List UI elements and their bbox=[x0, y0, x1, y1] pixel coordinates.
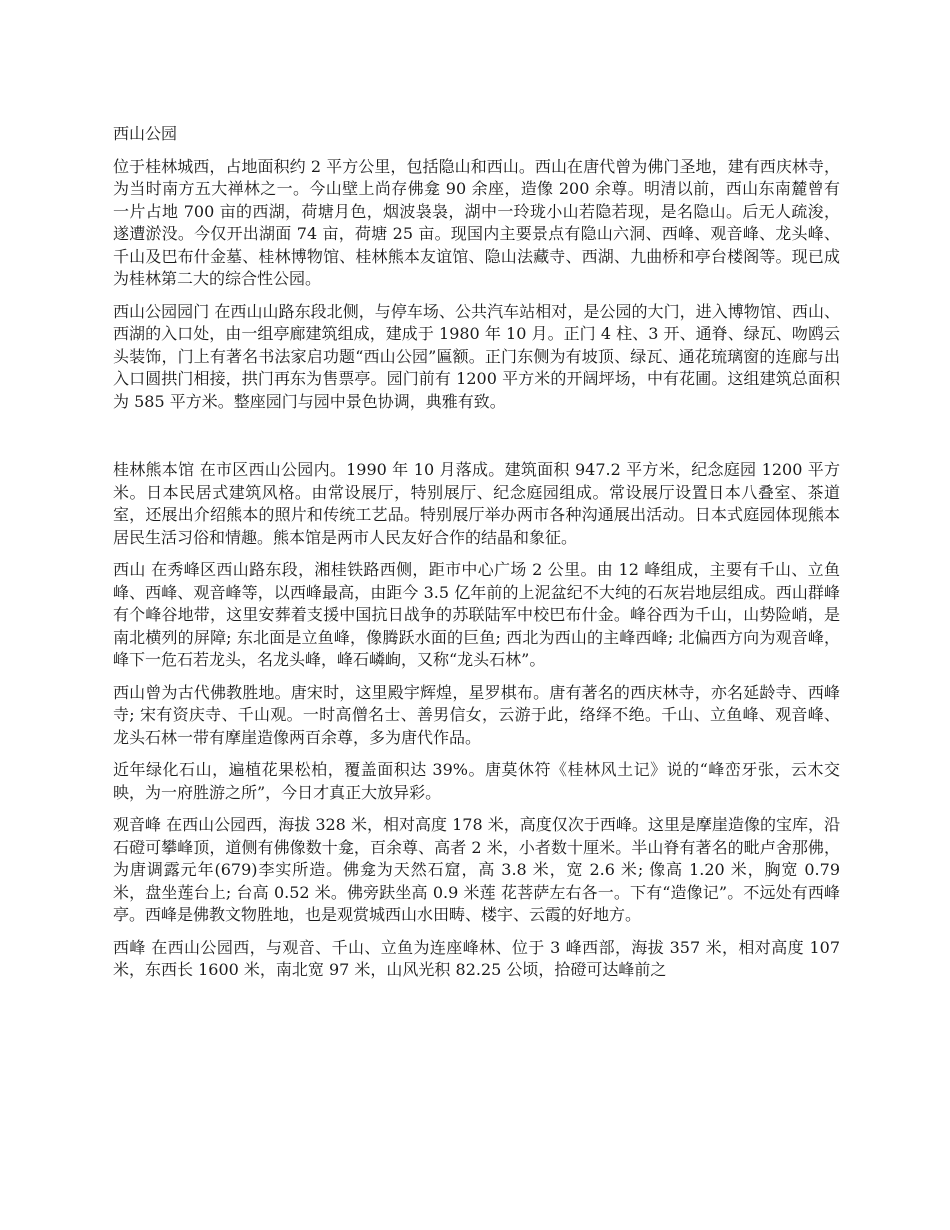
paragraph-xishan: 西山 在秀峰区西山路东段，湘桂铁路西侧，距市中心广场 2 公里。由 12 峰组成，主要有千山、立鱼峰、西峰、观音峰等，以西峰最高，由距今 3.5 亿年前的上泥盆纪不大纯的石灰岩地层组成。西山群峰有个峰谷地带，这里安葬着支援中国抗日战争的苏联陆军中校巴布什金。峰谷西为千山，山势险峭，是南北横列的屏障; 东北面是立鱼峰，像腾跃水面的巨鱼; 西北为西山的主峰西峰; 北偏西方向为观音峰，峰下一危石若龙头，名龙头峰，峰石嶙峋，又称“龙头石林”。 bbox=[113, 560, 840, 669]
document-body bbox=[113, 123, 840, 992]
document-title: 西山公园 bbox=[113, 124, 178, 143]
section-gap bbox=[113, 423, 840, 459]
paragraph-buddhist-history: 西山曾为古代佛教胜地。唐宋时，这里殿宇辉煌，星罗棋布。唐有著名的西庆林寺，亦名延龄寺、西峰寺; 宋有资庆寺、千山观。一时高僧名士、善男信女，云游于此，络绎不绝。千山、立鱼峰、观音峰、龙头石林一带有摩崖造像两百余尊，多为唐代作品。 bbox=[113, 682, 840, 747]
paragraph-kumamoto-hall: 桂林熊本馆 在市区西山公园内。1990 年 10 月落成。建筑面积 947.2 平方米，纪念庭园 1200 平方米。日本民居式建筑风格。由常设展厅，特别展厅、纪念庭园组成。常设展厅设置日本八叠室、茶道室，还展出介绍熊本的照片和传统工艺品。特别展厅举办两市各种沟通展出活动。日本式庭园体现熊本居民生活习俗和情趣。熊本馆是两市人民友好合作的结晶和象征。 bbox=[113, 460, 840, 547]
paragraph-overview: 位于桂林城西，占地面积约 2 平方公里，包括隐山和西山。西山在唐代曾为佛门圣地，建有西庆林寺，为当时南方五大禅林之一。今山壁上尚存佛龛 90 余座，造像 200 余尊。明清以前，西山东南麓曾有一片占地 700 亩的西湖，荷塘月色，烟波袅袅，湖中一玲珑小山若隐若现，是名隐山。后无人疏浚，遂遭淤没。今仅开出湖面 74 亩，荷塘 25 亩。现国内主要景点有隐山六洞、西峰、观音峰、龙头峰、千山及巴布什金墓、桂林博物馆、桂林熊本友谊馆、隐山法藏寺、西湖、九曲桥和亭台楼阁等。现已成为桂林第二大的综合性公园。 bbox=[113, 156, 840, 288]
paragraph-greening: 近年绿化石山，遍植花果松柏，覆盖面积达 39%。唐莫休符《桂林风土记》说的“峰峦牙张，云木交映，为一府胜游之所”，今日才真正大放异彩。 bbox=[113, 760, 840, 802]
paragraph-west-peak: 西峰 在西山公园西，与观音、千山、立鱼为连座峰林、位于 3 峰西部，海拔 357 米，相对高度 107 米，东西长 1600 米，南北宽 97 米，山风光积 82.25 公顷，拾磴可达峰前之 bbox=[113, 937, 840, 979]
paragraph-guanyin-peak: 观音峰 在西山公园西，海拔 328 米，相对高度 178 米，高度仅次于西峰。这里是摩崖造像的宝库，沿石磴可攀峰顶，道侧有佛像数十龛，百余尊、高者 2 米，小者数十厘米。半山脊有著名的毗卢舍那佛，为唐调露元年(679)李实所造。佛龛为天然石窟，高 3.8 米，宽 2.6 米; 像高 1.20 米，胸宽 0.79 米，盘坐莲台上; 台高 0.52 米。佛旁趺坐高 0.9 米莲 花菩萨左右各一。下有“造像记”。不远处有西峰亭。西峰是佛教文物胜地，也是观赏城西山水田畴、楼宇、云霞的好地方。 bbox=[113, 815, 840, 924]
paragraph-park-gate: 西山公园园门 在西山山路东段北侧，与停车场、公共汽车站相对，是公园的大门，进入博物馆、西山、西湖的入口处，由一组亭廊建筑组成，建成于 1980 年 10 月。正门 4 柱、3 开、通脊、绿瓦、吻鸥云头装饰，门上有著名书法家启功题“西山公园”匾额。正门东侧为有坡顶、绿瓦、通花琉璃窗的连廊与出入口圆拱门相接，拱门再东为售票亭。园门前有 1200 平方米的开阔坪场，中有花圃。这组建筑总面积为 585 平方米。整座园门与园中景色协调，典雅有致。 bbox=[113, 301, 840, 411]
